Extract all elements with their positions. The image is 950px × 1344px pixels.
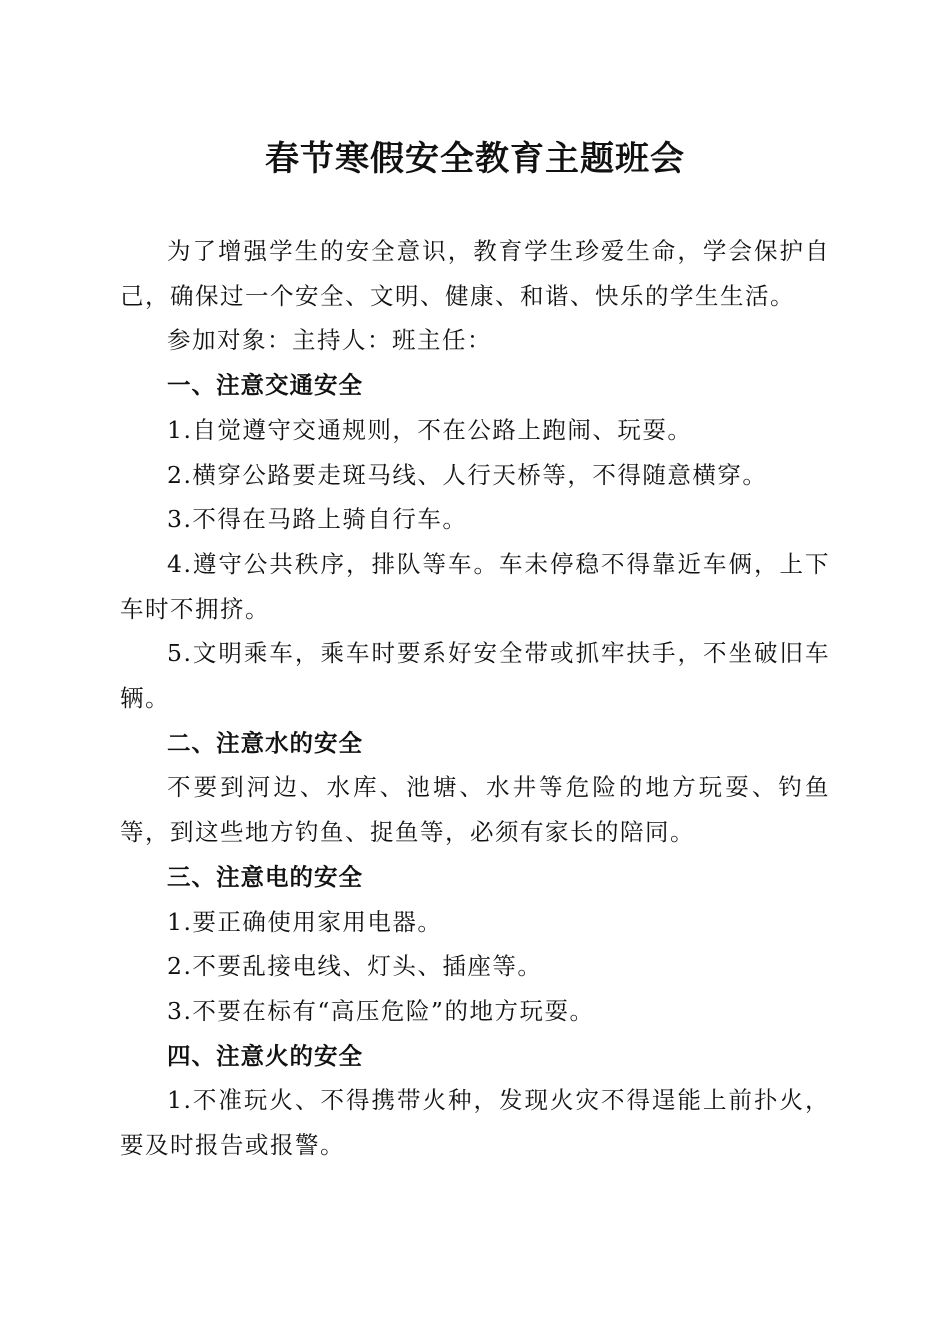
fire-rule-1: 1.不准玩火、不得携带火种，发现火灾不得逞能上前扑火，要及时报告或报警。 [120,1086,830,1160]
traffic-rule-2: 2.横穿公路要走斑马线、人行天桥等，不得随意横穿。 [167,460,768,489]
section-heading-electricity: 三、注意电的安全 [167,862,363,891]
document-title: 春节寒假安全教育主题班会 [265,139,685,179]
water-rule: 不要到河边、水库、池塘、水井等危险的地方玩耍、钓鱼等，到这些地方钓鱼、捉鱼等，必须有家长的陪同。 [120,773,830,847]
traffic-rule-1: 1.自觉遵守交通规则，不在公路上跑闹、玩耍。 [167,415,693,444]
section-heading-traffic: 一、注意交通安全 [167,371,363,400]
traffic-rule-5: 5.文明乘车，乘车时要系好安全带或抓牢扶手，不坐破旧车辆。 [120,639,830,713]
electricity-rule-2: 2.不要乱接电线、灯头、插座等。 [167,952,543,981]
traffic-rule-3: 3.不得在马路上骑自行车。 [167,505,468,534]
document-body [120,229,830,1168]
traffic-rule-4: 4.遵守公共秩序，排队等车。车未停稳不得靠近车俩，上下车时不拥挤。 [120,549,830,623]
participants-line: 参加对象：主持人：班主任： [167,326,492,355]
section-heading-water: 二、注意水的安全 [167,728,363,757]
section-heading-fire: 四、注意火的安全 [167,1041,363,1070]
intro-paragraph: 为了增强学生的安全意识，教育学生珍爱生命，学会保护自己，确保过一个安全、文明、健康、和谐、快乐的学生生活。 [120,237,830,310]
electricity-rule-3: 3.不要在标有“高压危险”的地方玩耍。 [167,996,595,1025]
electricity-rule-1: 1.要正确使用家用电器。 [167,907,443,936]
